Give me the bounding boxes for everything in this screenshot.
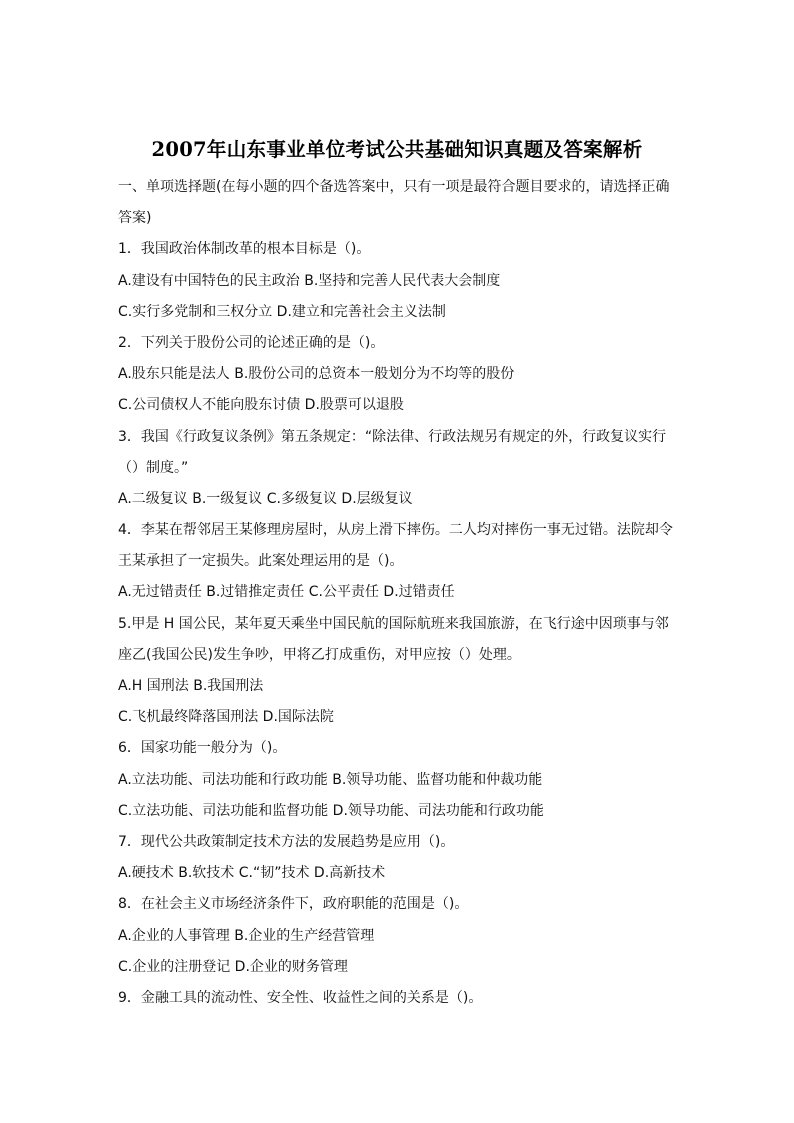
question-6-options-ab: A.立法功能、司法功能和行政功能 B.领导功能、监督功能和仲裁功能 [118, 771, 543, 788]
question-2-options-ab: A.股东只能是法人 B.股份公司的总资本一般划分为不均等的股份 [118, 366, 515, 383]
question-1-options-cd: C.实行多党制和三权分立 D.建立和完善社会主义法制 [118, 303, 446, 320]
question-1-options-ab: A.建设有中国特色的民主政治 B.坚持和完善人民代表大会制度 [118, 272, 501, 289]
question-7-options: A.硬技术 B.软技术 C.“韧”技术 D.高新技术 [118, 865, 386, 882]
section-heading-line-1: 一、单项选择题(在每小题的四个备选答案中，只有一项是最符合题目要求的，请选择正确 [118, 179, 670, 195]
question-8-options-ab: A.企业的人事管理 B.企业的生产经营管理 [118, 927, 375, 944]
question-2-options-cd: C.公司债权人不能向股东讨债 D.股票可以退股 [118, 397, 404, 414]
question-4-options: A.无过错责任 B.过错推定责任 C.公平责任 D.过错责任 [118, 584, 455, 601]
question-4-line-1: 4．李某在帮邻居王某修理房屋时，从房上滑下摔伤。二人均对摔伤一事无过错。法院却令 [118, 522, 673, 539]
question-5-line-1: 5.甲是 H 国公民，某年夏天乘坐中国民航的国际航班来我国旅游，在飞行途中因琐事与邻 [118, 615, 669, 632]
question-8-options-cd: C.企业的注册登记 D.企业的财务管理 [118, 958, 348, 975]
question-5-line-2: 座乙(我国公民)发生争吵，甲将乙打成重伤，对甲应按（）处理。 [118, 646, 521, 663]
question-2: 2．下列关于股份公司的论述正确的是（)。 [118, 334, 385, 351]
question-3-options: A.二级复议 B.一级复议 C.多级复议 D.层级复议 [118, 490, 413, 507]
question-4-line-2: 王某承担了一定损失。此案处理运用的是（)。 [118, 553, 404, 570]
question-9: 9．金融工具的流动性、安全性、收益性之间的关系是（)。 [118, 989, 483, 1006]
question-1: 1．我国政治体制改革的根本目标是（)。 [118, 241, 371, 258]
question-6: 6．国家功能一般分为（)。 [118, 740, 287, 757]
document-title: 2007年山东事业单位考试公共基础知识真题及答案解析 [151, 138, 643, 161]
question-5-options-ab: A.H 国刑法 B.我国刑法 [118, 678, 264, 694]
question-8: 8．在社会主义市场经济条件下，政府职能的范围是（)。 [118, 896, 469, 913]
question-3-line-1: 3．我国《行政复议条例》第五条规定：“除法律、行政法规另有规定的外，行政复议实行 [118, 428, 667, 445]
question-7: 7．现代公共政策制定技术方法的发展趋势是应用（)。 [118, 833, 455, 850]
section-heading-line-2: 答案) [118, 210, 152, 227]
question-5-options-cd: C.飞机最终降落国刑法 D.国际法院 [118, 709, 334, 726]
document-body [118, 172, 678, 1014]
question-6-options-cd: C.立法功能、司法功能和监督功能 D.领导功能、司法功能和行政功能 [118, 802, 544, 819]
question-3-line-2: （）制度。” [118, 459, 189, 476]
